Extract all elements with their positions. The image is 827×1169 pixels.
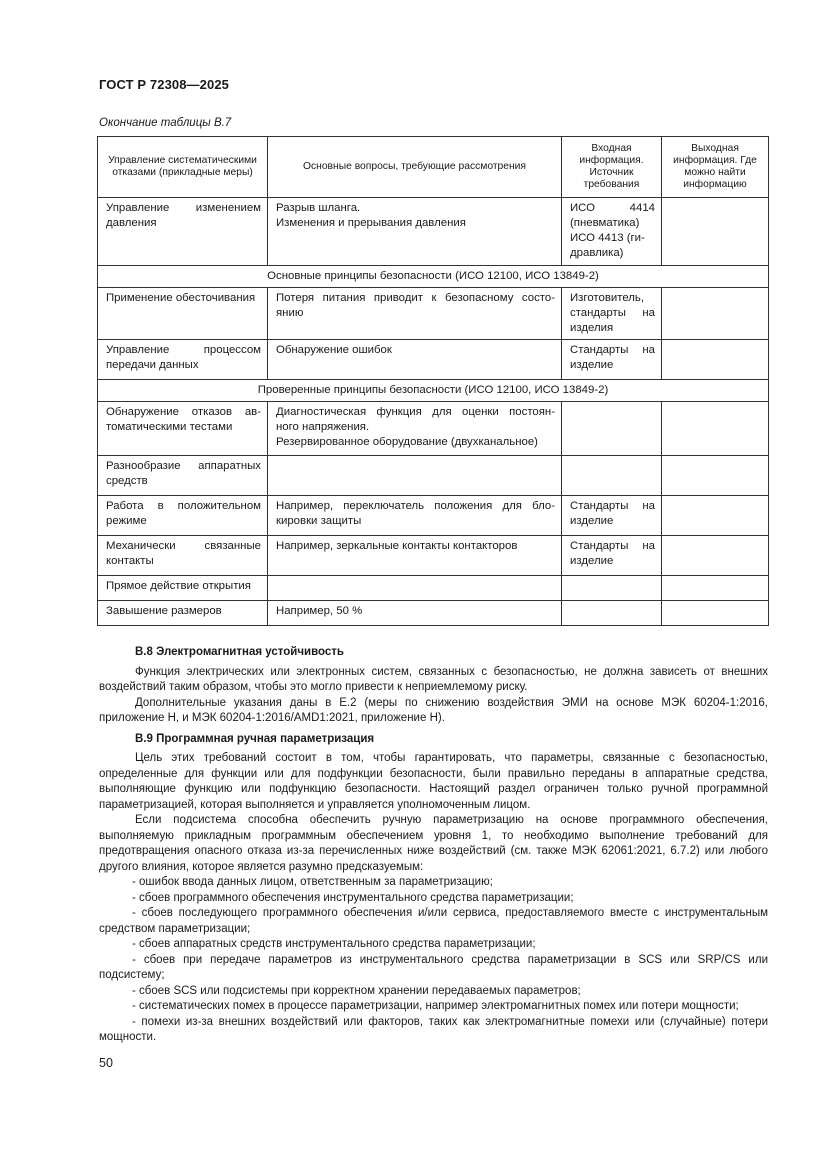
heading-b9: В.9 Программная ручная параметризация bbox=[135, 732, 375, 745]
page-number: 50 bbox=[99, 1056, 113, 1070]
cell-output bbox=[662, 576, 769, 601]
table-caption: Окончание таблицы В.7 bbox=[99, 117, 232, 129]
section-proven-principles: Проверенные принципы безопасности (ИСО 12100, ИСО 13849-2) bbox=[98, 380, 769, 402]
cell-questions: Обнаружение ошибок bbox=[268, 340, 562, 380]
list-item: - сбоев при передаче параметров из инструментального средства параметризации в SCS или SRP/CS или подсистему; bbox=[99, 953, 768, 981]
cell-measure: Работа в положительном режиме bbox=[98, 496, 268, 536]
paragraph: Цель этих требований состоит в том, чтобы гарантировать, что параметры, связанные с безопасностью, определенные для функции или для подфункции безопасности, были правильно переданы в аппаратные средства, выполняющие функцию или подфункцию безопасности. Настоящий раздел ограничен только ручной программной параметризацией, которая выполняется и управляется уполномоченным лицом. bbox=[99, 752, 768, 811]
cell-input: Стандарты на изделие bbox=[562, 536, 662, 576]
cell-questions: Диагностическая функция для оценки постоян- ного напряжения. Резервированное оборудование (двухканальное) bbox=[268, 402, 562, 456]
table-row bbox=[98, 198, 769, 266]
heading-b8: В.8 Электромагнитная устойчивость bbox=[135, 646, 344, 658]
col-header-output: Выходная информация. Где можно найти информацию bbox=[662, 137, 769, 198]
cell-measure: Завышение размеров bbox=[98, 601, 268, 626]
cell-output bbox=[662, 496, 769, 536]
cell-input bbox=[562, 601, 662, 626]
table-row bbox=[98, 496, 769, 536]
cell-input bbox=[562, 576, 662, 601]
body-text bbox=[99, 642, 768, 1046]
cell-measure: Управление процессом передачи данных bbox=[98, 340, 268, 380]
cell-measure: Механически связанные контакты bbox=[98, 536, 268, 576]
cell-output bbox=[662, 536, 769, 576]
cell-output bbox=[662, 198, 769, 266]
table-row bbox=[98, 536, 769, 576]
table-section-row bbox=[98, 380, 769, 402]
list-item: - сбоев программного обеспечения инструментального средства параметризации; bbox=[132, 891, 574, 904]
cell-input bbox=[562, 456, 662, 496]
cell-measure: Управление изменением давления bbox=[98, 198, 268, 266]
cell-questions: Например, переключатель положения для бло- кировки защиты bbox=[268, 496, 562, 536]
paragraph: Функция электрических или электронных систем, связанных с безопасностью, не должна зависеть от внешних воздействий таким образом, чтобы это могло привести к неприемлемому риску. bbox=[99, 665, 768, 693]
table-row bbox=[98, 402, 769, 456]
cell-input: Изготовитель, стандарты на изделия bbox=[562, 288, 662, 340]
cell-measure: Прямое действие открытия bbox=[98, 576, 268, 601]
cell-input: Стандарты на изделие bbox=[562, 496, 662, 536]
cell-measure: Применение обесточивания bbox=[98, 288, 268, 340]
cell-questions: Потеря питания приводит к безопасному состо- янию bbox=[268, 288, 562, 340]
col-header-input: Входная информация. Источник требования bbox=[562, 137, 662, 198]
cell-questions: Разрыв шланга. Изменения и прерывания давления bbox=[268, 198, 562, 266]
cell-measure: Разнообразие аппаратных средств bbox=[98, 456, 268, 496]
cell-questions: Например, зеркальные контакты контакторов bbox=[268, 536, 562, 576]
paragraph: Если подсистема способна обеспечить ручную параметризацию на основе программного обеспечения, выполняемую прикладным программным обеспечением уровня 1, то необходимо выполнение требований для предотвращения опасного отказа из-за перечисленных ниже воздействий (см. также МЭК 62061:2021, 6.7.2) или любого другого влияния, которое является разумно предсказуемым: bbox=[99, 814, 768, 873]
cell-questions: Например, 50 % bbox=[268, 601, 562, 626]
table-row bbox=[98, 456, 769, 496]
section-basic-principles: Основные принципы безопасности (ИСО 12100, ИСО 13849-2) bbox=[98, 266, 769, 288]
cell-questions bbox=[268, 456, 562, 496]
table-header-row bbox=[98, 137, 769, 198]
cell-input: Стандарты на изделие bbox=[562, 340, 662, 380]
document-title: ГОСТ Р 72308—2025 bbox=[99, 77, 229, 92]
list-item: - сбоев последующего программного обеспечения и/или сервиса, предоставляемого вместе с инструментальным средством параметризации; bbox=[99, 907, 768, 935]
list-item: - систематических помех в процессе параметризации, например электромагнитных помех или потери мощности; bbox=[132, 1000, 739, 1012]
list-item: - сбоев аппаратных средств инструментального средства параметризации; bbox=[132, 938, 536, 950]
table-row bbox=[98, 288, 769, 340]
measures-table bbox=[97, 136, 769, 626]
table-section-row bbox=[98, 266, 769, 288]
cell-output bbox=[662, 402, 769, 456]
paragraph: Дополнительные указания даны в Е.2 (меры по снижению воздействия ЭМИ на основе МЭК 60204-1:2016, приложение Н, и МЭК 60204-1:2016/AMD1:2021, приложение Н). bbox=[99, 696, 768, 724]
cell-output bbox=[662, 340, 769, 380]
list-item: - помехи из-за внешних воздействий или факторов, таких как электромагнитные помехи или (случайные) потери мощности. bbox=[99, 1015, 768, 1043]
table-row bbox=[98, 576, 769, 601]
list-item: - сбоев SCS или подсистемы при корректном хранении передаваемых параметров; bbox=[132, 984, 581, 997]
cell-measure: Обнаружение отказов ав- томатическими тестами bbox=[98, 402, 268, 456]
list-item: - ошибок ввода данных лицом, ответственным за параметризацию; bbox=[132, 876, 493, 888]
cell-output bbox=[662, 288, 769, 340]
col-header-questions: Основные вопросы, требующие рассмотрения bbox=[268, 137, 562, 198]
cell-output bbox=[662, 601, 769, 626]
table-row bbox=[98, 601, 769, 626]
col-header-measures: Управление систематическими отказами (прикладные меры) bbox=[98, 137, 268, 198]
cell-output bbox=[662, 456, 769, 496]
table-row bbox=[98, 340, 769, 380]
cell-input: ИСО 4414 (пневматика) ИСО 4413 (ги- дравлика) bbox=[562, 198, 662, 266]
cell-questions bbox=[268, 576, 562, 601]
cell-input bbox=[562, 402, 662, 456]
